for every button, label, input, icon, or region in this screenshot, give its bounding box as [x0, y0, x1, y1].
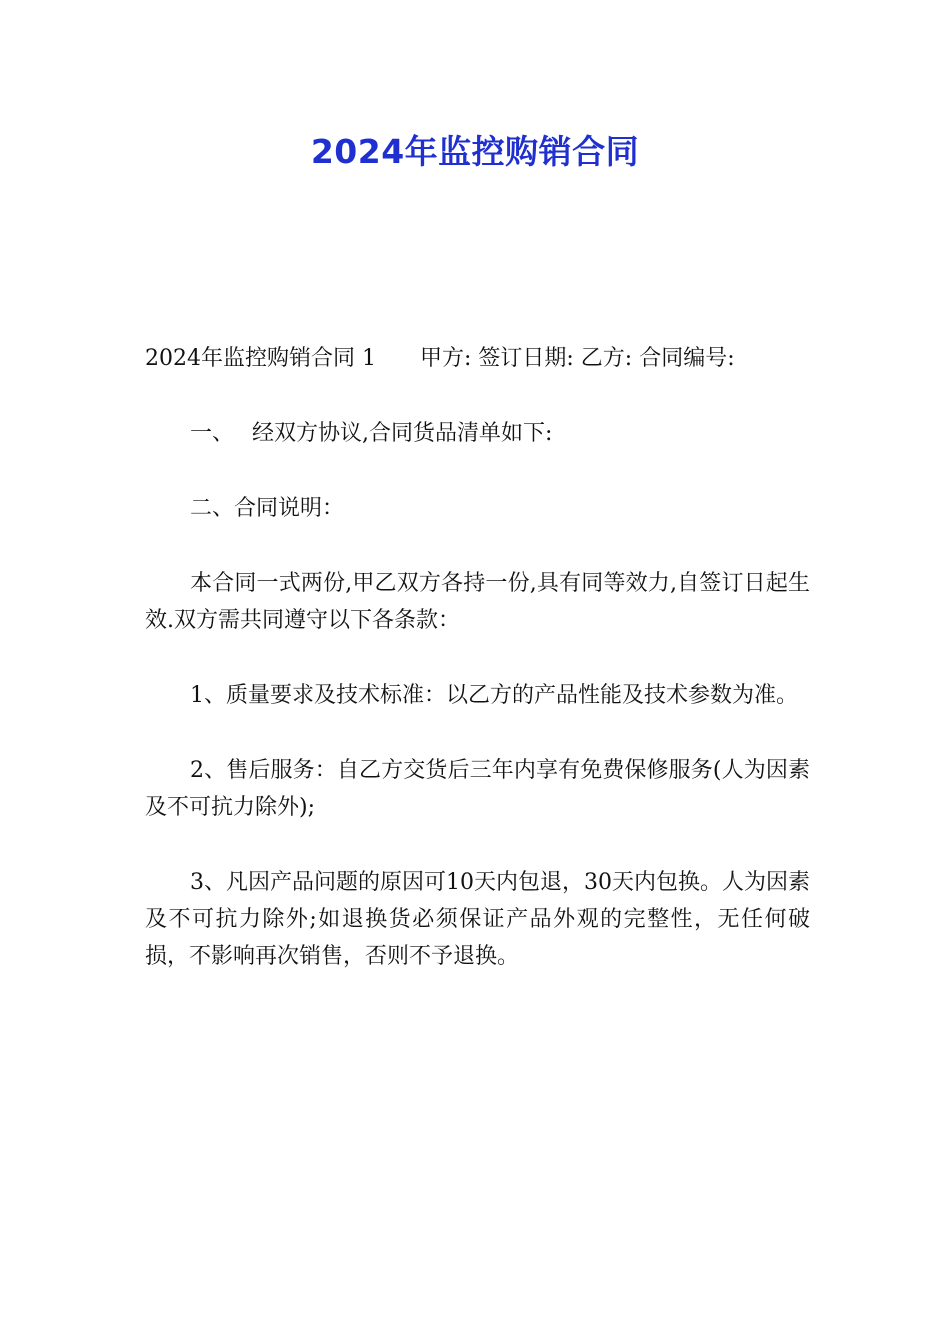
document-title: 2024年监控购销合同	[310, 132, 640, 171]
section-2-heading: 二、合同说明：	[190, 496, 345, 521]
paragraph-quality: 1、质量要求及技术标准：以乙方的产品性能及技术参数为准。	[190, 683, 798, 708]
paragraph-returns: 3、凡因产品问题的原因可10天内包退，30天内包换。人为因素及不可抗力除外;如退换货必须保证产品外观的完整性，无任何破损，不影响再次销售，否则不予退换。	[145, 870, 810, 969]
header-line	[145, 340, 810, 377]
paragraph-after-sales: 2、售后服务：自乙方交货后三年内享有免费保修服务(人为因素及不可抗力除外);	[145, 758, 810, 820]
paragraph-validity: 本合同一式两份,甲乙双方各持一份,具有同等效力,自签订日起生效.双方需共同遵守以下各条款：	[145, 571, 810, 633]
section-1-number: 一、	[190, 421, 235, 446]
section-1-text: 经双方协议,合同货品清单如下:	[252, 421, 553, 446]
header-line-title: 2024年监控购销合同 1	[145, 346, 376, 371]
document-body	[145, 340, 810, 1013]
header-line-fields: 甲方: 签订日期: 乙方: 合同编号:	[419, 346, 735, 371]
section-1	[145, 415, 810, 452]
